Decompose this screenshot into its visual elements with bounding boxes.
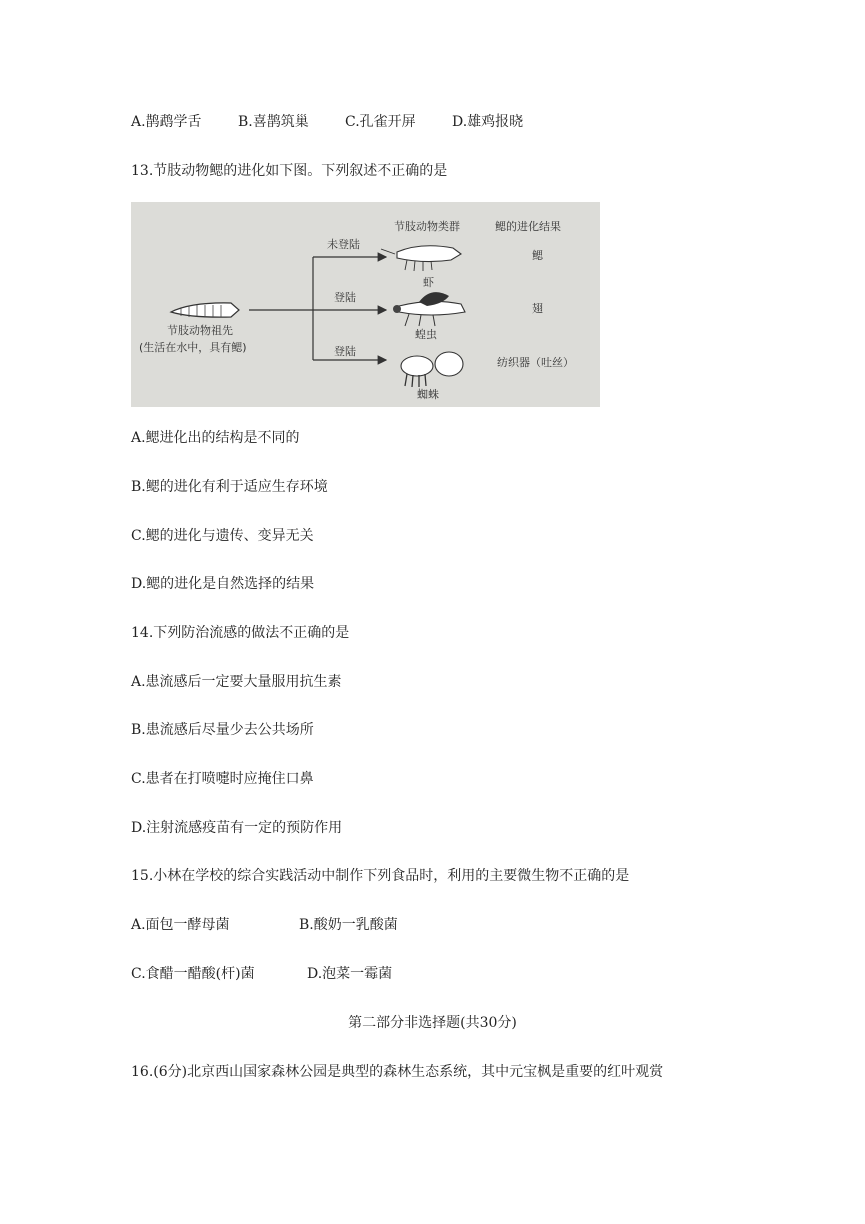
q13-option-d: D.鳃的进化是自然选择的结果 xyxy=(131,576,315,592)
figure-header-group: 节肢动物类群 xyxy=(394,220,460,233)
branch-2-animal: 蝗虫 xyxy=(415,328,437,341)
branch-1-result: 鳃 xyxy=(532,249,543,262)
q15-options-row-1 xyxy=(131,916,398,934)
figure-header-result: 鳃的进化结果 xyxy=(495,220,561,233)
q15-stem: 15.小林在学校的综合实践活动中制作下列食品时，利用的主要微生物不正确的是 xyxy=(131,868,630,884)
q13-option-b: B.鳃的进化有利于适应生存环境 xyxy=(131,479,328,495)
q12-option-a: A.鹊鹉学舌 xyxy=(131,114,202,130)
q14-option-b: B.患流感后尽量少去公共场所 xyxy=(131,722,314,738)
q13-option-c: C.鳃的进化与遗传、变异无关 xyxy=(131,528,314,544)
q12-option-b: B.喜鹊筑巢 xyxy=(238,114,309,130)
branch-3-result: 纺织器（吐丝） xyxy=(497,356,574,369)
q15-option-a: A.面包一酵母菌 xyxy=(131,917,230,933)
q13-stem: 13.节肢动物鳃的进化如下图。下列叙述不正确的是 xyxy=(131,163,448,179)
q14-option-d: D.注射流感疫苗有一定的预防作用 xyxy=(131,820,343,836)
q16-stem: 16.(6分)北京西山国家森林公园是典型的森林生态系统，其中元宝枫是重要的红叶观赏 xyxy=(131,1064,664,1080)
branch-2-result: 翅 xyxy=(532,302,543,315)
q12-options-row xyxy=(131,113,523,131)
branch-1-animal: 虾 xyxy=(423,276,434,289)
q15-options-row-2 xyxy=(131,965,392,983)
branch-3-path: 登陆 xyxy=(334,345,356,358)
ancestor-arthropod-drawing xyxy=(171,303,239,317)
q14-option-c: C.患者在打喷嚏时应掩住口鼻 xyxy=(131,771,314,787)
q14-stem: 14.下列防治流感的做法不正确的是 xyxy=(131,625,350,641)
branch-2-path: 登陆 xyxy=(334,291,356,304)
locust-drawing xyxy=(393,292,465,326)
section-2-title: 第二部分非选择题(共30分) xyxy=(348,1015,517,1031)
q12-option-d: D.雄鸡报晓 xyxy=(452,114,524,130)
gill-evolution-figure xyxy=(131,202,600,407)
branch-1-path: 未登陆 xyxy=(327,238,360,251)
spider-drawing xyxy=(401,352,463,387)
shrimp-drawing xyxy=(381,246,461,271)
ancestor-label: 节肢动物祖先 xyxy=(167,324,233,337)
ancestor-note: (生活在水中，具有鳃) xyxy=(139,341,247,354)
q15-option-d: D.泡菜一霉菌 xyxy=(307,966,393,982)
q15-option-c: C.食醋一醋酸(杆)菌 xyxy=(131,966,255,982)
q12-option-c: C.孔雀开屏 xyxy=(345,114,416,130)
q15-option-b: B.酸奶一乳酸菌 xyxy=(299,917,398,933)
q13-option-a: A.鳃进化出的结构是不同的 xyxy=(131,430,300,446)
branch-arrows xyxy=(249,257,386,360)
q14-option-a: A.患流感后一定要大量服用抗生素 xyxy=(131,674,342,690)
branch-3-animal: 蜘蛛 xyxy=(417,388,439,401)
